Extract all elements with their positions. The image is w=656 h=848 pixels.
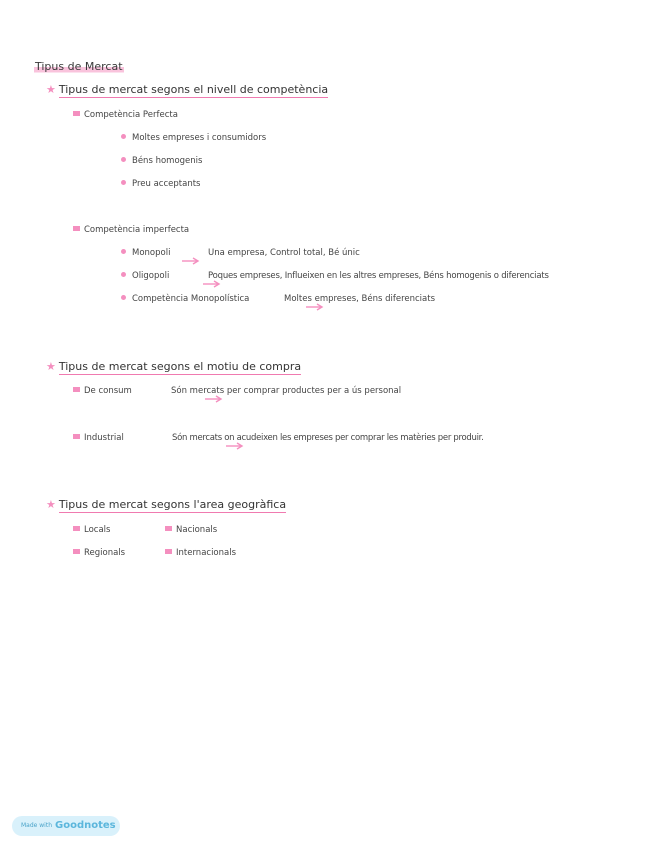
dot-bullet-icon	[121, 180, 126, 185]
list-item-monopoli: Monopoli	[121, 248, 170, 258]
star-icon: ★	[46, 83, 56, 96]
list-item-industrial: Industrial	[73, 433, 124, 443]
list-item-regionals: Regionals	[73, 548, 125, 558]
list-item-perfecta: Competència Perfecta	[73, 110, 178, 120]
list-item-oligopoli: Oligopoli	[121, 271, 169, 281]
dot-bullet-icon	[121, 157, 126, 162]
list-item: Béns homogenis	[121, 156, 202, 166]
star-icon: ★	[46, 360, 56, 373]
heading-text: Tipus de mercat segons el motiu de compra	[58, 360, 302, 373]
square-bullet-icon	[73, 549, 80, 554]
description: Són mercats on acudeixen les empreses per comprar les matèries per produir.	[172, 433, 484, 443]
list-item-de-consum: De consum	[73, 386, 132, 396]
square-bullet-icon	[73, 387, 80, 392]
list-item-competencia-monopolistica: Competència Monopolística	[121, 294, 249, 304]
heading-text: Tipus de mercat segons el nivell de competència	[58, 83, 329, 96]
dot-bullet-icon	[121, 295, 126, 300]
list-item-locals: Locals	[73, 525, 110, 535]
arrow-right-icon	[182, 257, 198, 265]
arrow-right-icon	[226, 442, 242, 450]
square-bullet-icon	[73, 226, 80, 231]
square-bullet-icon	[73, 434, 80, 439]
arrow-right-icon	[203, 280, 219, 288]
section-heading-geografica	[46, 498, 286, 511]
arrow-right-icon	[205, 395, 221, 403]
list-item: Preu acceptants	[121, 179, 200, 189]
list-item-internacionals: Internacionals	[165, 548, 236, 558]
description: Una empresa, Control total, Bé únic	[208, 248, 360, 258]
list-item: Moltes empreses i consumidors	[121, 133, 266, 143]
arrow-right-icon	[306, 303, 322, 311]
square-bullet-icon	[165, 526, 172, 531]
square-bullet-icon	[73, 526, 80, 531]
badge-prefix: Made with	[21, 822, 52, 829]
square-bullet-icon	[165, 549, 172, 554]
section-heading-competencia	[46, 83, 328, 96]
heading-text: Tipus de mercat segons l'area geogràfica	[58, 498, 287, 511]
dot-bullet-icon	[121, 134, 126, 139]
square-bullet-icon	[73, 111, 80, 116]
star-icon: ★	[46, 498, 56, 511]
made-with-goodnotes-badge[interactable]	[12, 816, 120, 836]
description: Són mercats per comprar productes per a ús personal	[171, 386, 402, 396]
dot-bullet-icon	[121, 249, 126, 254]
section-heading-motiu	[46, 360, 301, 373]
description: Moltes empreses, Béns diferenciats	[284, 294, 436, 304]
goodnotes-logo: Goodnotes	[55, 820, 116, 831]
description: Poques empreses, Influeixen en les altres empreses, Béns homogenis o diferenciats	[208, 271, 549, 281]
dot-bullet-icon	[121, 272, 126, 277]
page-title: Tipus de Mercat	[35, 60, 123, 73]
list-item-nacionals: Nacionals	[165, 525, 217, 535]
list-item-imperfecta: Competència imperfecta	[73, 225, 189, 235]
